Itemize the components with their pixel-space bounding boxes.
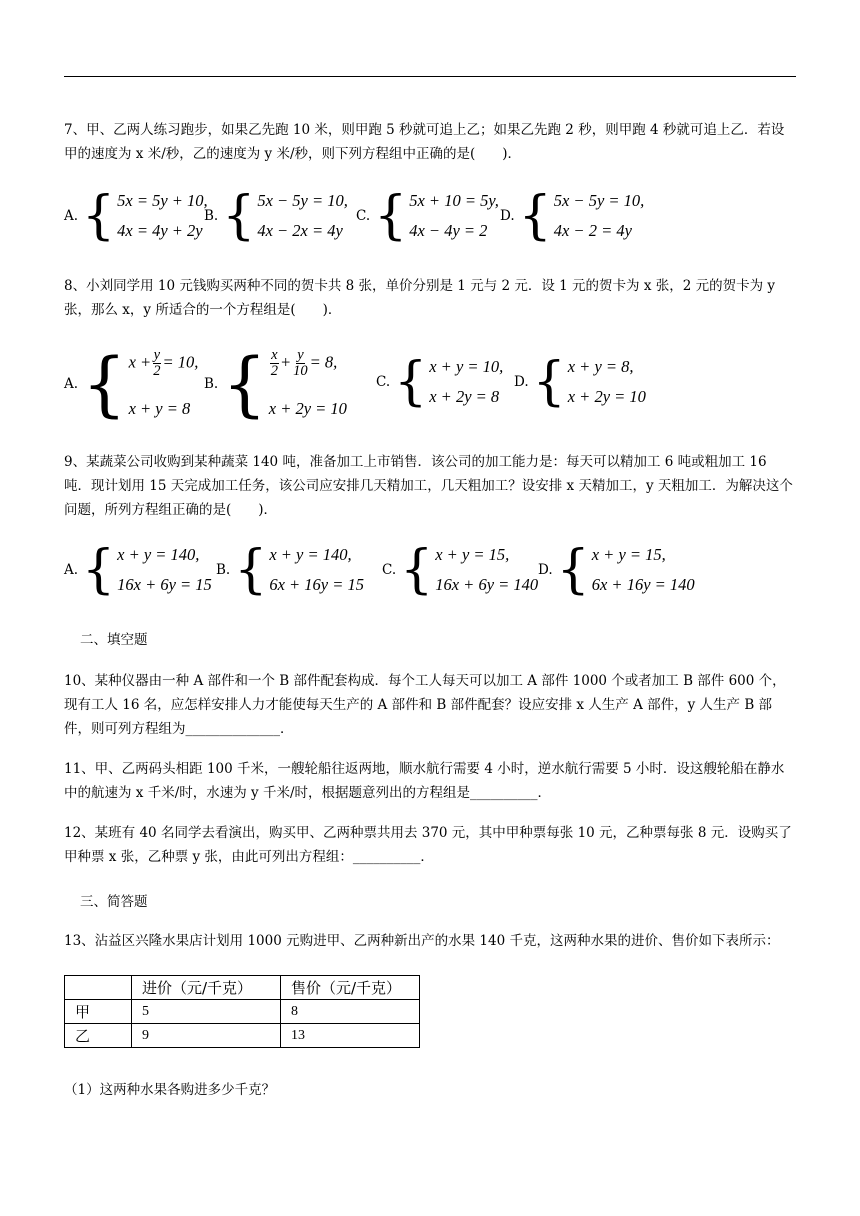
q8-option-c: C. { x + y = 10, x + 2y = 8 bbox=[376, 352, 504, 412]
question-10-text: 10、某种仪器由一种 A 部件和一个 B 部件配套构成．每个工人每天可以加工 A 部件 1000 个或者加工 B 部件 600 个，现有工人 16 名，应怎样安排人力才能使每天生产的 A 部件和 B 部件配套？设应安排 x 人生产 A 部件，y 人生产 B 部件，则可列方程组为______________． bbox=[64, 673, 786, 737]
price-table bbox=[64, 975, 420, 1048]
table-header-row bbox=[65, 976, 420, 1000]
question-7-text: 7、甲、乙两人练习跑步，如果乙先跑 10 米，则甲跑 5 秒就可追上乙；如果乙先跑 2 秒，则甲跑 4 秒就可追上乙．若设甲的速度为 x 米/秒，乙的速度为 y 米/秒，则下列方程组中正确的是( )． bbox=[64, 122, 785, 162]
table-cell: 甲 bbox=[65, 1000, 132, 1024]
q9-option-c: C. { x + y = 15, 16x + 6y = 140 bbox=[382, 540, 539, 600]
section-fill-in-heading: 二、填空题 bbox=[80, 632, 148, 648]
table-cell: 9 bbox=[132, 1024, 281, 1048]
q8-option-a: A. { x + $\frac{y}{2}$ = 10, x + y = 8 bbox=[64, 343, 199, 425]
table-cell: 8 bbox=[281, 1000, 420, 1024]
question-13-text: 13、沾益区兴隆水果店计划用 1000 元购进甲、乙两种新出产的水果 140 千克，这两种水果的进价、售价如下表所示： bbox=[64, 933, 780, 949]
header-rule bbox=[64, 76, 796, 77]
table-cell: 5 bbox=[132, 1000, 281, 1024]
table-row bbox=[65, 1024, 420, 1048]
q7-option-b: B. { 5x − 5y = 10, 4x − 2x = 4y bbox=[204, 186, 348, 246]
q7-option-d: D. { 5x − 5y = 10, 4x − 2 = 4y bbox=[500, 186, 645, 246]
table-cell: 13 bbox=[281, 1024, 420, 1048]
question-9-text: 9、某蔬菜公司收购到某种蔬菜 140 吨，准备加工上市销售．该公司的加工能力是：每天可以精加工 6 吨或粗加工 16 吨．现计划用 15 天完成加工任务，该公司应安排几天精加工，几天粗加工？设安排 x 天精加工，y 天粗加工．为解决这个问题，所列方程组正确的是( )． bbox=[64, 454, 793, 518]
table-header-cell bbox=[65, 976, 132, 1000]
question-11-text: 11、甲、乙两码头相距 100 千米，一艘轮船往返两地，顺水航行需要 4 小时，逆水航行需要 5 小时．设这艘轮船在静水中的航速为 x 千米/时，水速为 y 千米/时，根据题意列出的方程组是__________． bbox=[64, 761, 785, 801]
section-short-answer-heading: 三、简答题 bbox=[80, 894, 148, 910]
table-row bbox=[65, 1000, 420, 1024]
q7-option-c: C. { 5x + 10 = 5y, 4x − 4y = 2 bbox=[356, 186, 499, 246]
q8-option-b: B. { $\frac{x}{2}$ + $\frac{y}{10}$ = 8, x + 2y = 10 bbox=[204, 343, 347, 425]
q7-option-a: A. { 5x = 5y + 10, 4x = 4y + 2y bbox=[64, 186, 208, 246]
q9-option-d: D. { x + y = 15, 6x + 16y = 140 bbox=[538, 540, 695, 600]
question-13-part-1-text: （1）这两种水果各购进多少千克？ bbox=[64, 1082, 276, 1098]
table-header-cell: 售价（元/千克） bbox=[281, 976, 420, 1000]
question-8-text: 8、小刘同学用 10 元钱购买两种不同的贺卡共 8 张，单价分别是 1 元与 2 元．设 1 元的贺卡为 x 张，2 元的贺卡为 y 张，那么 x，y 所适合的一个方程组是( )． bbox=[64, 278, 776, 318]
q9-option-a: A. { x + y = 140, 16x + 6y = 15 bbox=[64, 540, 212, 600]
q9-option-b: B. { x + y = 140, 6x + 16y = 15 bbox=[216, 540, 364, 600]
table-header-cell: 进价（元/千克） bbox=[132, 976, 281, 1000]
table-cell: 乙 bbox=[65, 1024, 132, 1048]
question-12-text: 12、某班有 40 名同学去看演出，购买甲、乙两种票共用去 370 元，其中甲种票每张 10 元，乙种票每张 8 元．设购买了甲种票 x 张，乙种票 y 张，由此可列出方程组：__________． bbox=[64, 825, 792, 865]
q8-option-d: D. { x + y = 8, x + 2y = 10 bbox=[514, 352, 646, 412]
